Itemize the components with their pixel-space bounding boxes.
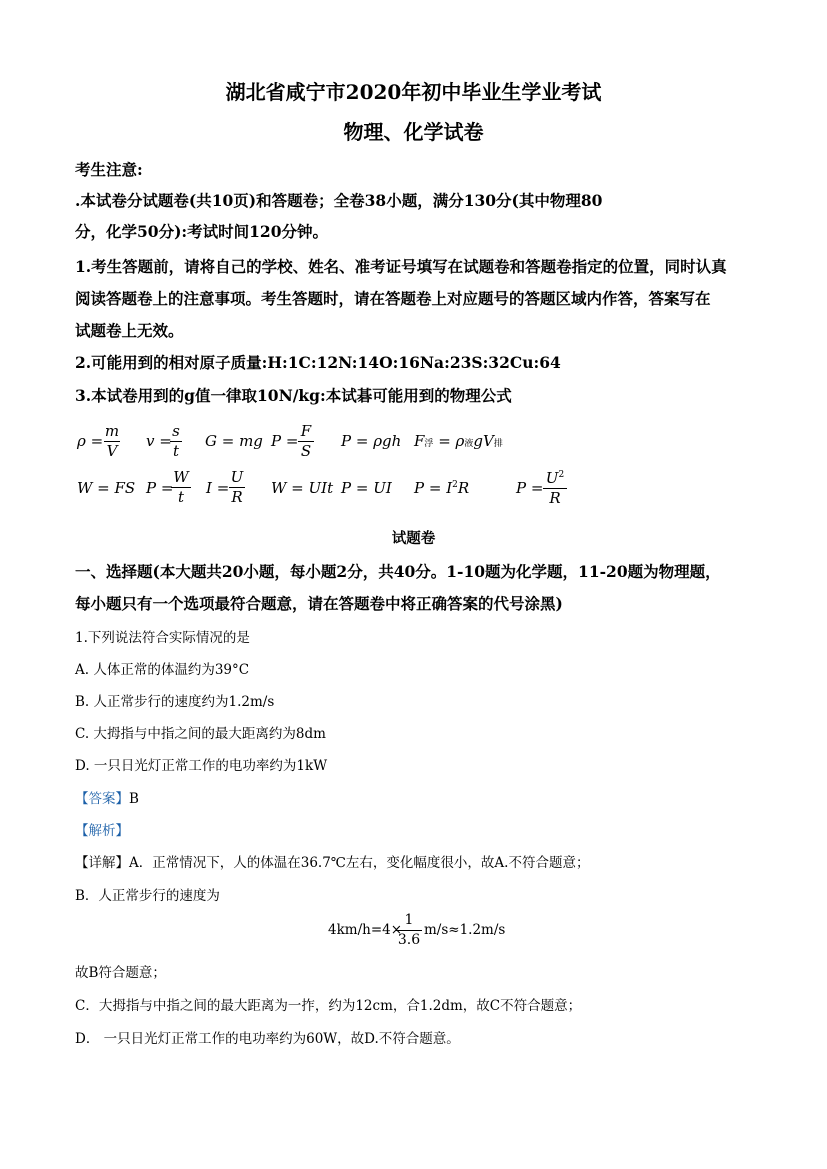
formula-current-fraction: U R (230, 468, 244, 506)
formula-power-lhs: P = (146, 479, 174, 497)
formula-resistive-power-lhs: P = (516, 479, 544, 497)
formula-pressure-fraction: F S (298, 423, 314, 460)
notice-item-1: 试题卷上无效。 (75, 321, 184, 340)
option-c: C. 大拇指与中指之间的最大距离约为8dm (75, 726, 326, 742)
option-b: B. 人正常步行的速度约为1.2m/s (75, 694, 275, 710)
calc-fraction: 1 3.6 (397, 912, 421, 948)
formula-electric-power: P = UI (341, 479, 392, 497)
answer-line (75, 787, 139, 807)
notice-item-3: 3.本试卷用到的g值一律取10N/kg:本试碁可能用到的物理公式 (75, 386, 512, 405)
formula-liquid-pressure: P = ρgh (341, 432, 402, 450)
formula-joule-power: $P = I^2R$ (414, 479, 470, 497)
answer-tag: 【答案】 (75, 791, 129, 807)
formula-current-lhs: I = (206, 479, 230, 497)
notice-line: .本试卷分试题卷(共10页)和答题卷；全卷38小题，满分130分(其中物理80 (75, 191, 603, 210)
notice-item-2: 2.可能用到的相对原子质量:H:1C:12N:14O:16Na:23S:32Cu:64 (75, 353, 561, 372)
notice-item-1: 1.考生答题前，请将自己的学校、姓名、准考证号填写在试题卷和答题卷指定的位置，同时认真 (75, 257, 727, 276)
notice-line: 分，化学50分):考试时间120分钟。 (75, 222, 328, 241)
formula-speed-fraction: s t (170, 423, 182, 460)
notice-heading: 考生注意: (75, 160, 143, 179)
section-heading: 试题卷 (391, 530, 436, 547)
detail-line: C．大拇指与中指之间的最大距离为一拃，约为12cm，合1.2dm，故C不符合题意； (75, 998, 582, 1014)
formula-buoyancy: F浮 = ρ液gV排 (414, 432, 503, 450)
exam-subtitle: 物理、化学试卷 (343, 120, 484, 144)
formula-resistive-power-fraction: $U^2$ R (543, 467, 567, 507)
section-intro: 一、选择题(本大题共20小题，每小题2分，共40分。1-10题为化学题，11-20题为物理题， (75, 562, 721, 581)
detail-line: 【详解】A．正常情况下，人的体温在36.7℃左右，变化幅度很小，故A.不符合题意； (75, 855, 590, 871)
analysis-tag: 【解析】 (75, 823, 129, 839)
section-intro: 每小题只有一个选项最符合题意，请在答题卷中将正确答案的代号涂黑) (75, 594, 563, 613)
option-a: A. 人体正常的体温约为39°C (75, 662, 250, 678)
detail-line: B．人正常步行的速度为 (75, 888, 220, 904)
exam-title: 湖北省咸宁市2020年初中毕业生学业考试 (225, 80, 602, 104)
formula-speed-lhs: v = (146, 432, 172, 450)
formula-power-fraction: W t (171, 469, 191, 506)
formula-gravity: G = mg (205, 432, 263, 450)
notice-item-1: 阅读答题卷上的注意事项。考生答题时，请在答题卷上对应题号的答题区域内作答，答案写在 (75, 289, 711, 308)
calc-rhs: m/s≈1.2m/s (424, 922, 506, 938)
detail-line: D． 一只日光灯正常工作的电功率约为60W，故D.不符合题意。 (75, 1031, 460, 1047)
option-d: D. 一只日光灯正常工作的电功率约为1kW (75, 758, 328, 774)
formula-work: W = FS (77, 479, 136, 497)
formula-density-lhs: ρ = (77, 432, 104, 450)
formula-density-fraction: m V (104, 422, 120, 460)
question-stem: 1.下列说法符合实际情况的是 (75, 630, 250, 646)
formula-pressure-lhs: P = (271, 432, 299, 450)
detail-line: 故B符合题意； (75, 965, 166, 981)
formula-electric-work: W = UIt (271, 479, 334, 497)
calc-lhs: 4km/h=4× (328, 922, 403, 938)
answer-value: B (129, 791, 139, 807)
